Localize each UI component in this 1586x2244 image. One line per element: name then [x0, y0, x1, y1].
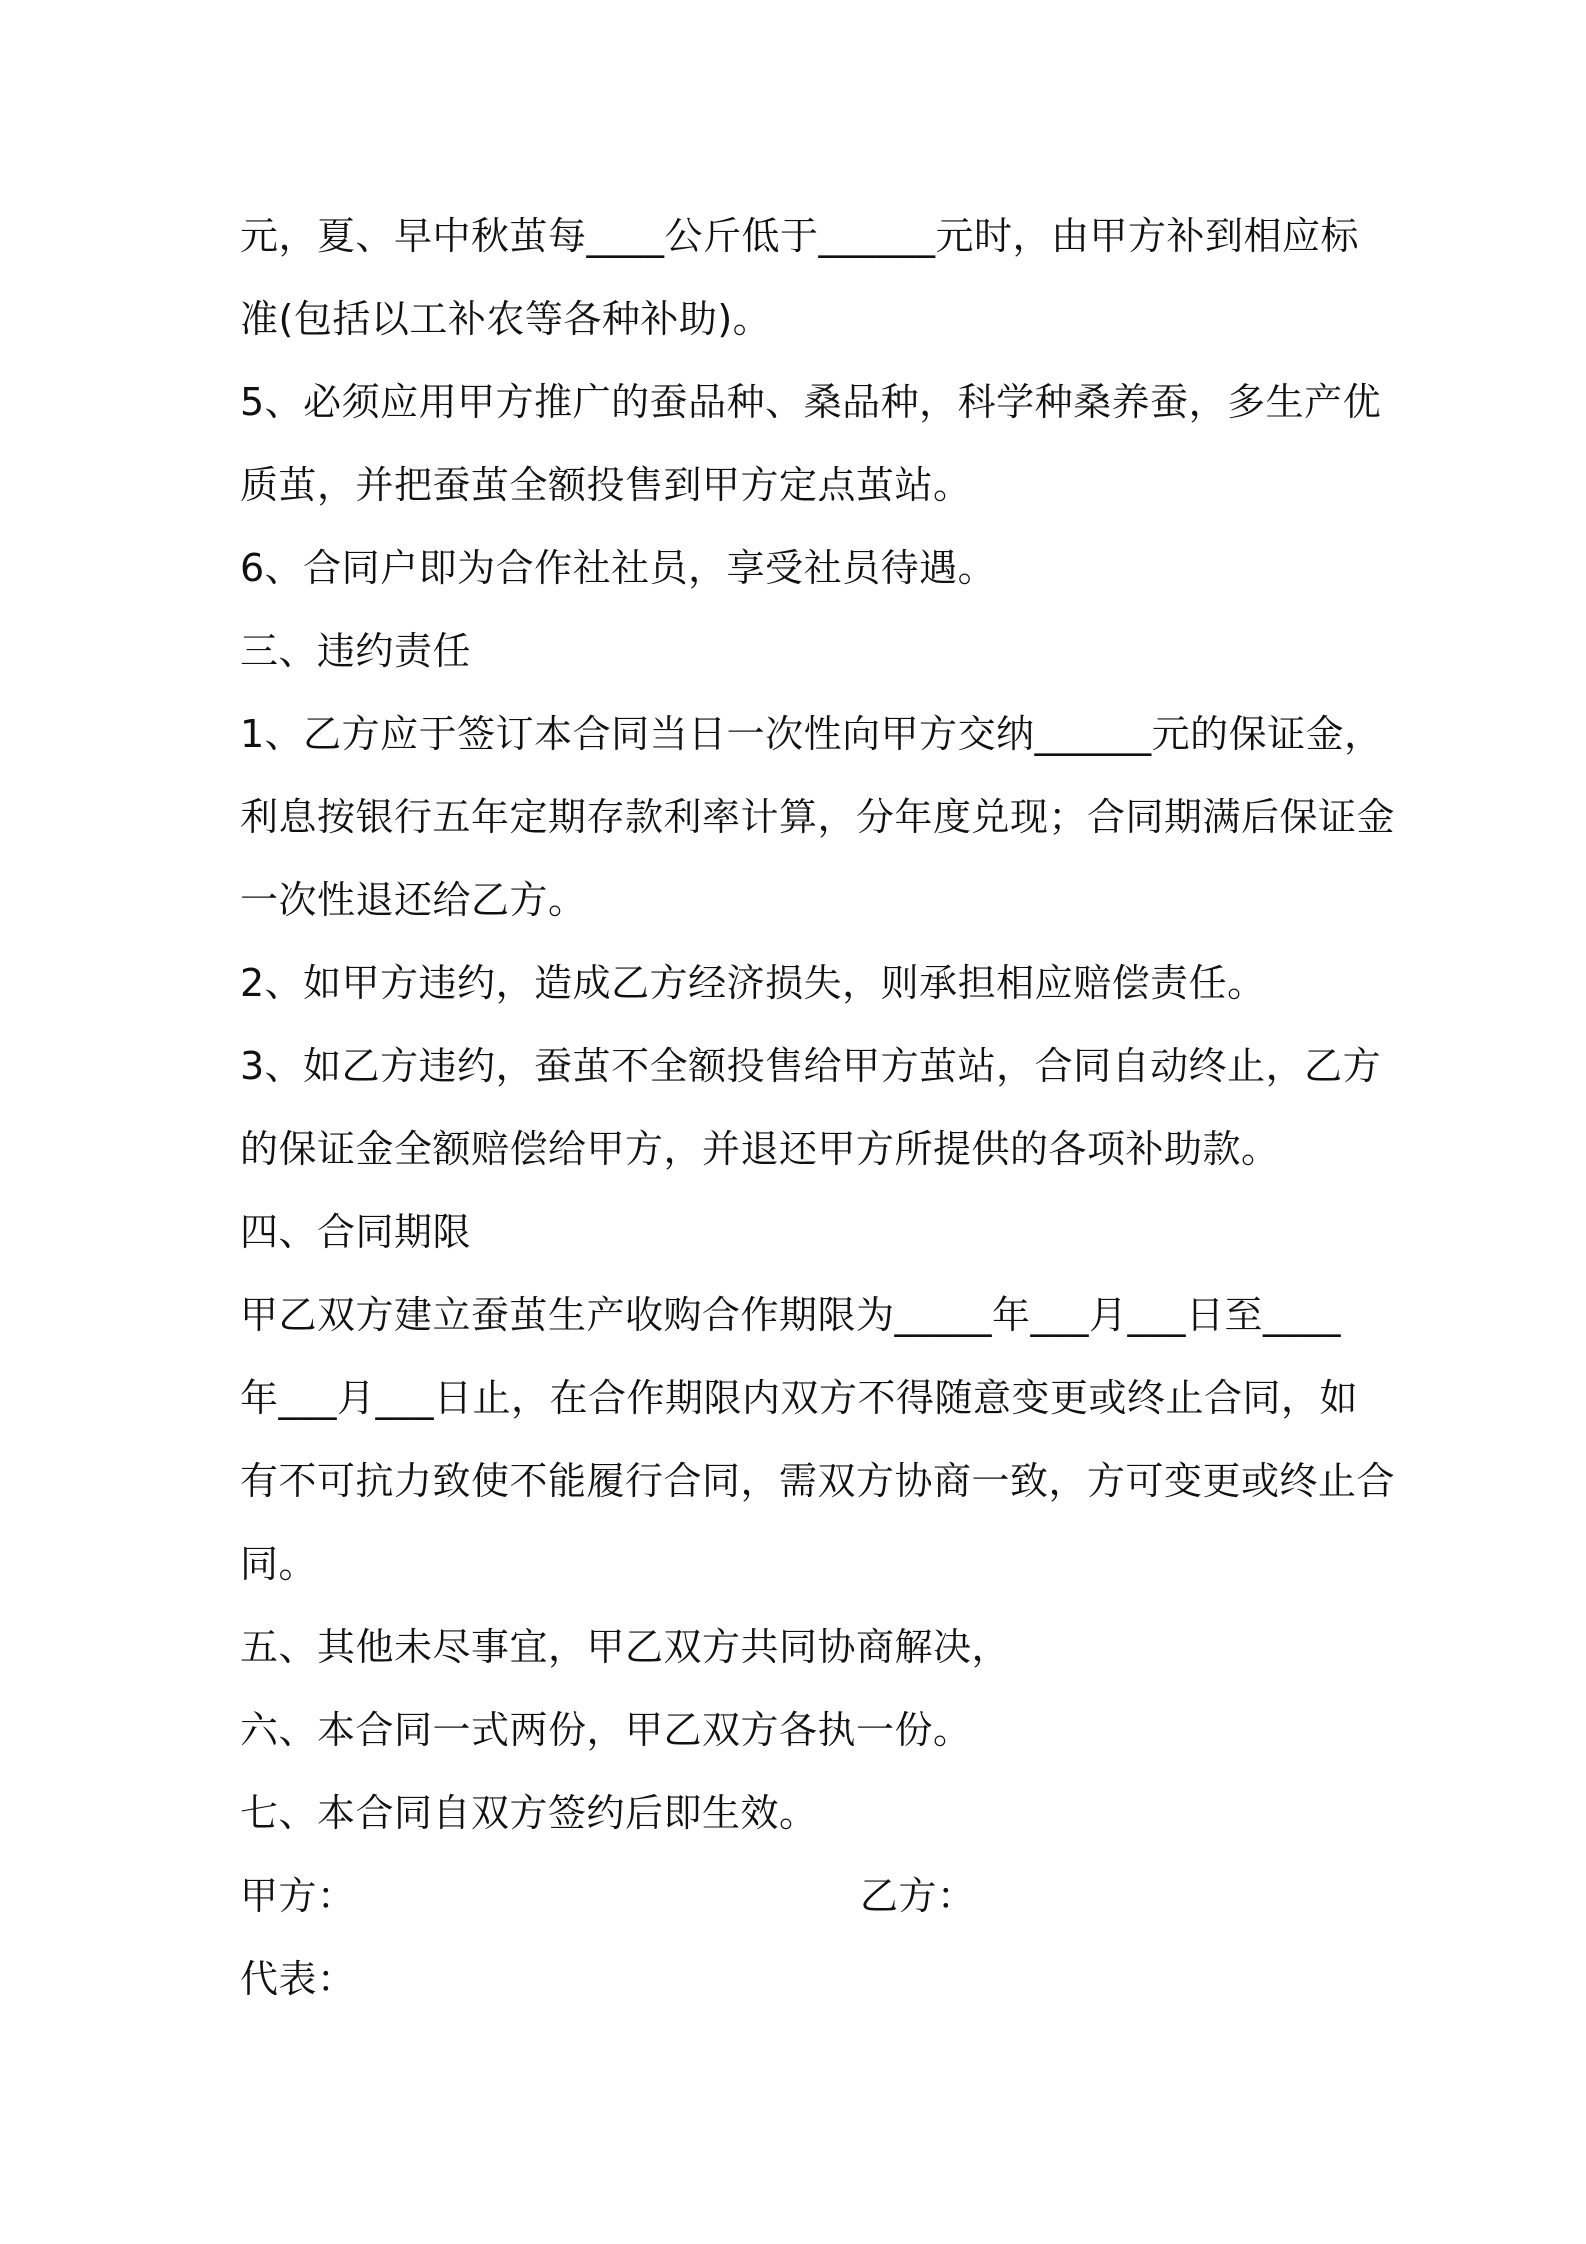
section-heading: 三、违约责任	[240, 629, 472, 673]
text-line: 一次性退还给乙方。	[240, 878, 587, 922]
text-line: 3、如乙方违约，蚕茧不全额投售给甲方茧站，合同自动终止，乙方	[240, 1044, 1382, 1088]
text-line: 年___月___日止，在合作期限内双方不得随意变更或终止合同，如	[240, 1376, 1359, 1420]
section-heading: 七、本合同自双方签约后即生效。	[240, 1791, 818, 1835]
party-b-label: 乙方：	[860, 1874, 976, 1918]
section-heading: 五、其他未尽事宜，甲乙双方共同协商解决，	[240, 1625, 1011, 1669]
text-line: 同。	[240, 1542, 318, 1586]
representative-label: 代表：	[240, 1957, 356, 2001]
text-line: 2、如甲方违约，造成乙方经济损失，则承担相应赔偿责任。	[240, 961, 1266, 1005]
party-a-label: 甲方：	[240, 1874, 356, 1918]
text-line: 5、必须应用甲方推广的蚕品种、桑品种，科学种桑养蚕，多生产优	[240, 380, 1382, 424]
text-line: 元，夏、早中秋茧每____公斤低于______元时，由甲方补到相应标	[240, 214, 1360, 258]
text-line: 的保证金全额赔偿给甲方，并退还甲方所提供的各项补助款。	[240, 1127, 1280, 1171]
text-line: 甲乙双方建立蚕茧生产收购合作期限为_____年___月___日至____	[240, 1293, 1342, 1337]
text-line: 6、合同户即为合作社社员，享受社员待遇。	[240, 546, 997, 590]
signature-row	[240, 1855, 1360, 1938]
text-line: 准(包括以工补农等各种补助)。	[240, 297, 772, 341]
section-heading: 四、合同期限	[240, 1210, 472, 1254]
text-line: 1、乙方应于签订本合同当日一次性向甲方交纳______元的保证金，	[240, 712, 1383, 756]
section-heading: 六、本合同一式两份，甲乙双方各执一份。	[240, 1708, 972, 1752]
text-line: 利息按银行五年定期存款利率计算，分年度兑现；合同期满后保证金	[240, 795, 1396, 839]
text-line: 有不可抗力致使不能履行合同，需双方协商一致，方可变更或终止合	[240, 1459, 1396, 1503]
contract-text	[240, 195, 1396, 2021]
text-line: 质茧，并把蚕茧全额投售到甲方定点茧站。	[240, 463, 972, 507]
